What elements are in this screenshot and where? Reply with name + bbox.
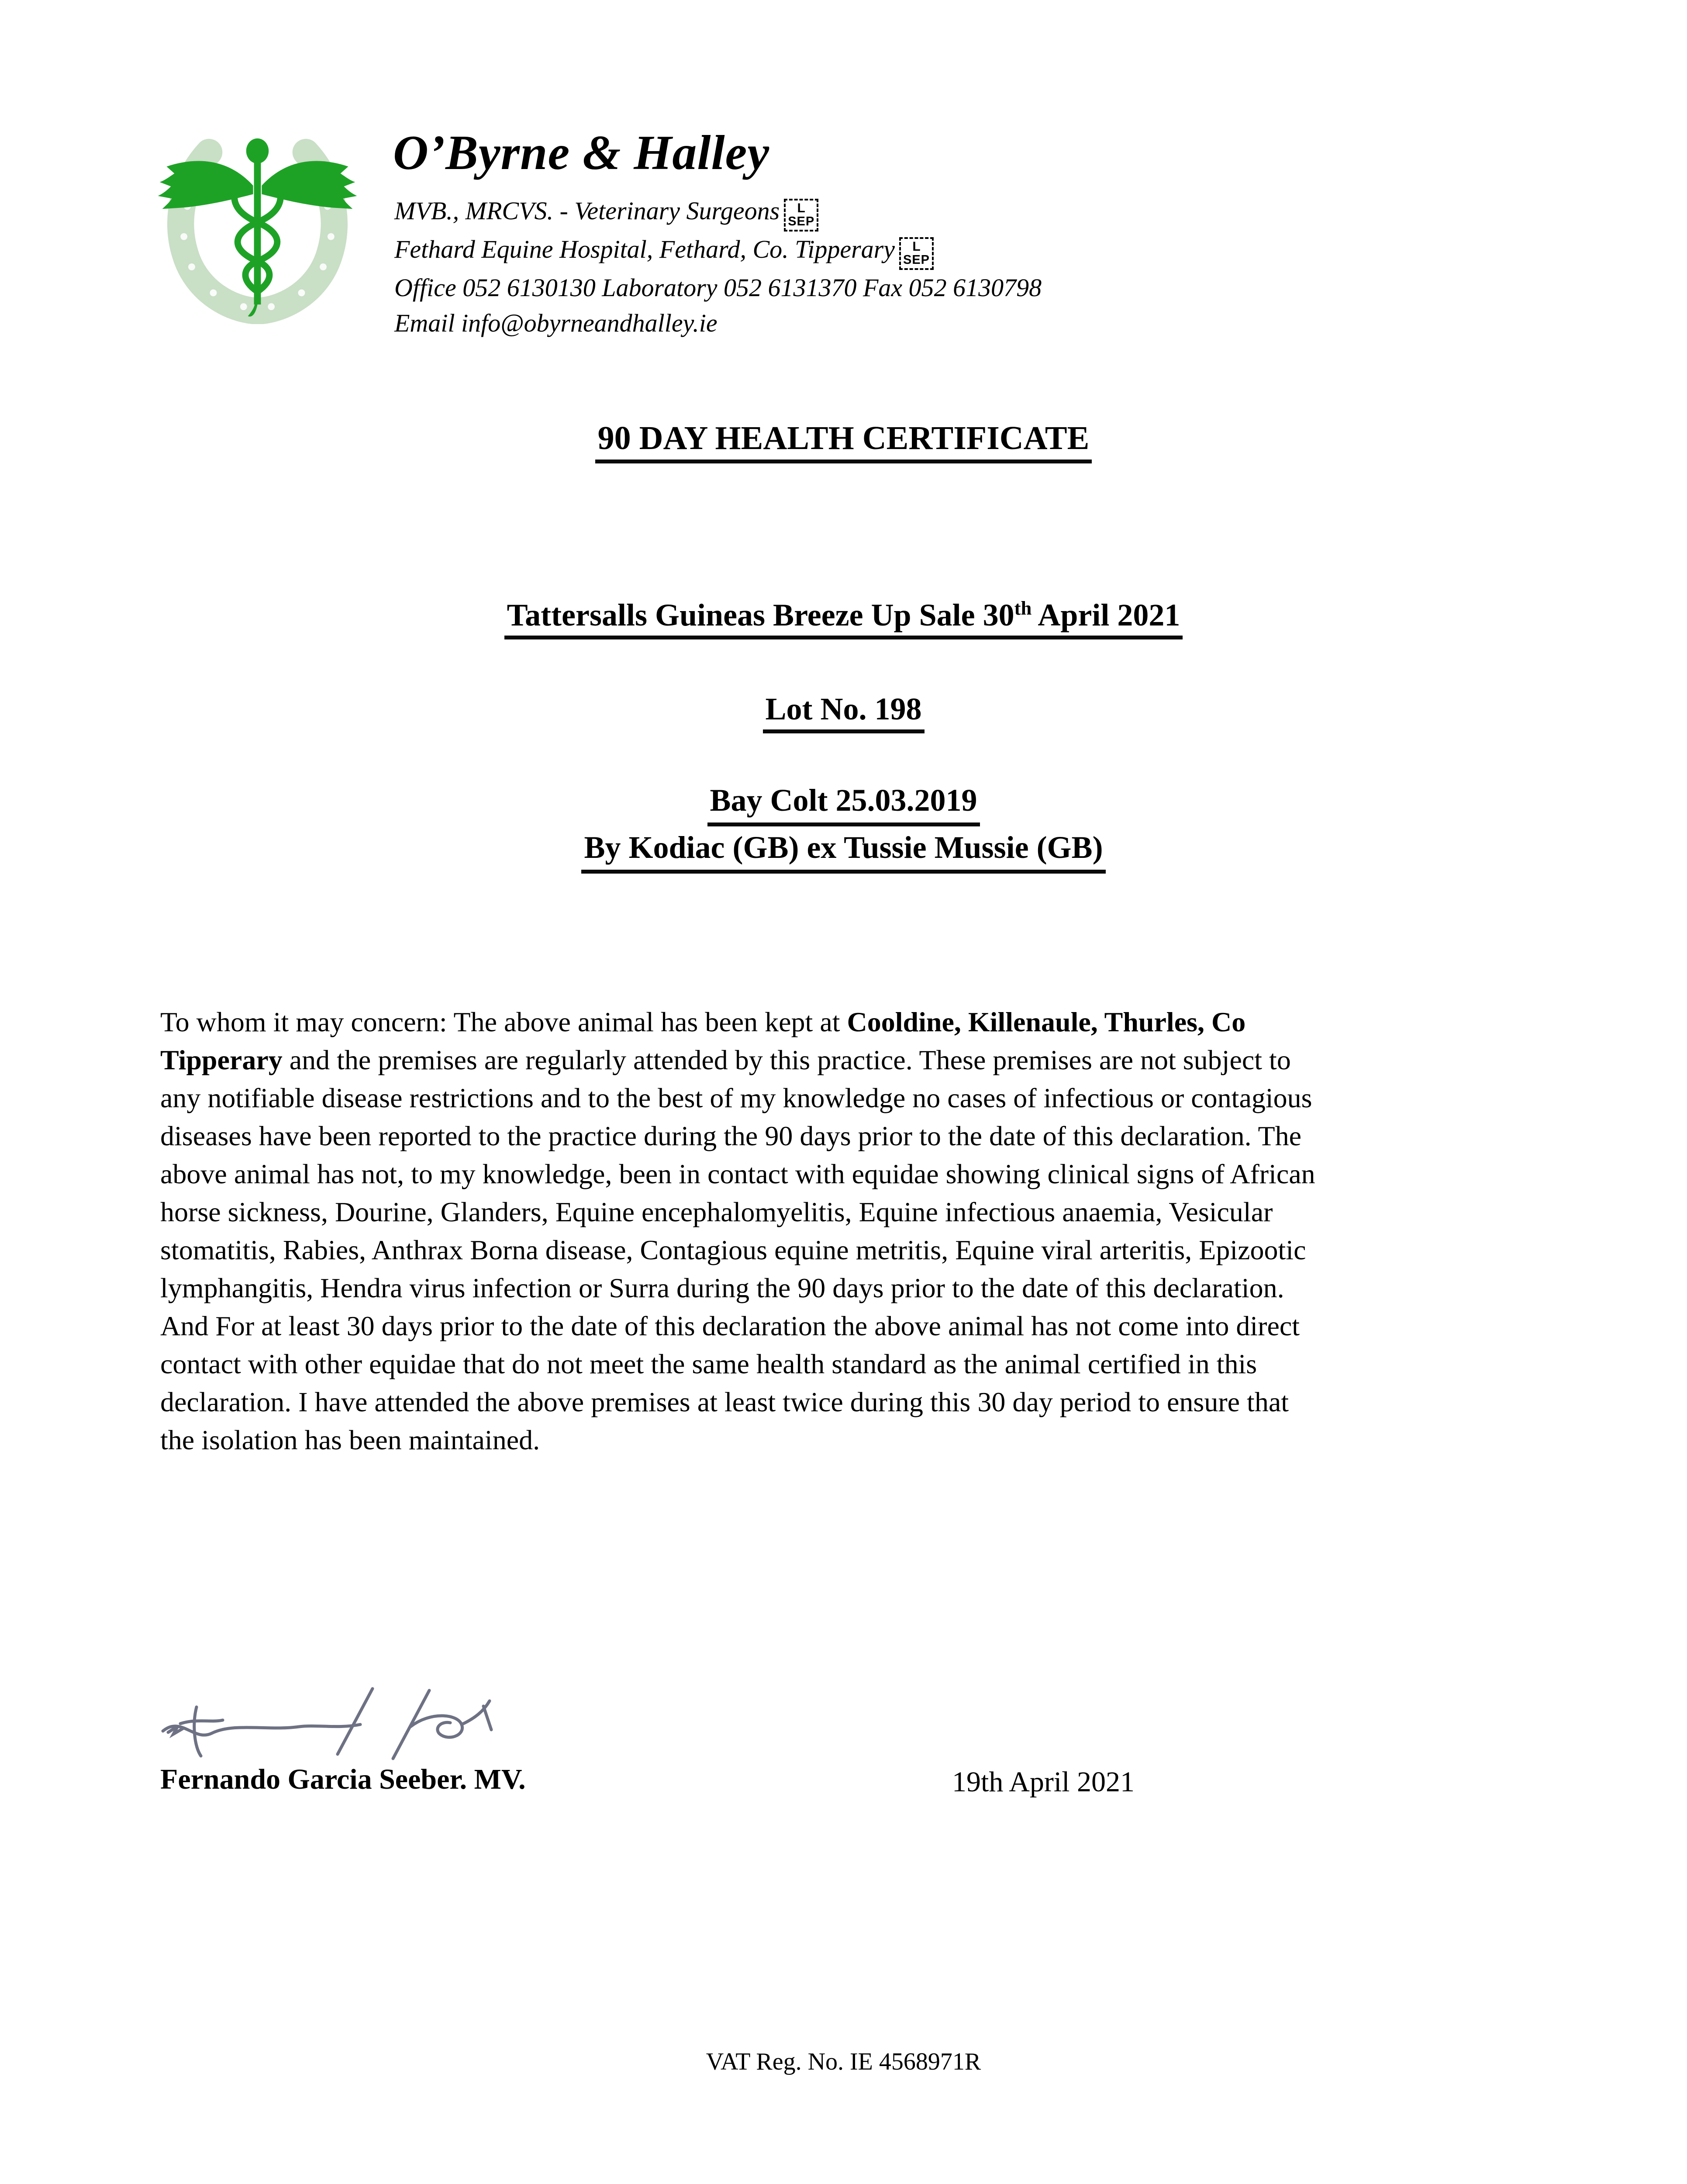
practice-name: O’Byrne & Halley <box>393 126 770 180</box>
certificate-text-line: any notifiable disease restrictions and to the best of my knowledge no cases of infectious or contagious <box>160 1082 1312 1113</box>
line-separator-glyph: L SEP <box>899 237 934 270</box>
horse-pedigree: By Kodiac (GB) ex Tussie Mussie (GB) <box>581 827 1105 874</box>
address-text: Fethard Equine Hospital, Fethard, Co. Tipperary <box>394 235 895 263</box>
certificate-text-line: Tipperary and the premises are regularly attended by this practice. These premises are not subject to <box>160 1044 1291 1075</box>
handwritten-signature-image <box>155 1681 504 1764</box>
letterhead-phone-line: Office 052 6130130 Laboratory 052 6131370 Fax 052 6130798 <box>394 273 1042 302</box>
certificate-text-line: To whom it may concern: The above animal has been kept at Cooldine, Killenaule, Thurles, Co <box>160 1006 1246 1037</box>
veterinary-caduceus-logo <box>144 119 369 324</box>
certificate-text-line: diseases have been reported to the practice during the 90 days prior to the date of this declaration. The <box>160 1120 1301 1151</box>
certificate-text-line: declaration. I have attended the above premises at least twice during this 30 day period to ensure that <box>160 1386 1289 1417</box>
qualifications-text: MVB., MRCVS. - Veterinary Surgeons <box>394 197 780 225</box>
horse-description: Bay Colt 25.03.2019 <box>707 780 980 826</box>
certificate-text-line: horse sickness, Dourine, Glanders, Equine encephalomyelitis, Equine infectious anaemia, Vesicular <box>160 1196 1273 1227</box>
certificate-title: 90 DAY HEALTH CERTIFICATE <box>595 419 1092 463</box>
signature-date: 19th April 2021 <box>952 1766 1135 1798</box>
certificate-text-line: contact with other equidae that do not meet the same health standard as the animal certified in this <box>160 1348 1257 1379</box>
letterhead-details <box>394 193 1042 341</box>
lot-heading-row <box>0 691 1687 733</box>
lot-number: Lot No. 198 <box>763 691 925 733</box>
horse-pedigree-line <box>0 827 1687 874</box>
horse-description-line <box>0 780 1687 826</box>
line-separator-glyph: L SEP <box>784 199 818 232</box>
certificate-body-text <box>160 1003 1571 1459</box>
horse-heading-block <box>0 780 1687 874</box>
certificate-text-line: above animal has not, to my knowledge, been in contact with equidae showing clinical signs of African <box>160 1158 1315 1189</box>
sale-heading-row <box>0 597 1687 639</box>
certificate-title-row <box>0 419 1687 463</box>
certificate-text-line: the isolation has been maintained. <box>160 1424 540 1455</box>
letterhead-address-line <box>394 232 1042 270</box>
certificate-text-line: And For at least 30 days prior to the date of this declaration the above animal has not come into direct <box>160 1310 1300 1341</box>
letterhead-qualifications-line <box>394 193 1042 232</box>
ordinal-superscript: th <box>1014 597 1032 619</box>
letterhead-email-line: Email info@obyrneandhalley.ie <box>394 309 718 337</box>
signatory-name: Fernando Garcia Seeber. MV. <box>160 1763 526 1795</box>
vat-registration-footer: VAT Reg. No. IE 4568971R <box>706 2048 981 2075</box>
certificate-text-line: stomatitis, Rabies, Anthrax Borna disease, Contagious equine metritis, Equine viral arteritis, Epizootic <box>160 1234 1306 1265</box>
sale-heading: Tattersalls Guineas Breeze Up Sale 30th April 2021 <box>504 597 1183 639</box>
certificate-text-line: lymphangitis, Hendra virus infection or Surra during the 90 days prior to the date of this declaration. <box>160 1272 1284 1303</box>
